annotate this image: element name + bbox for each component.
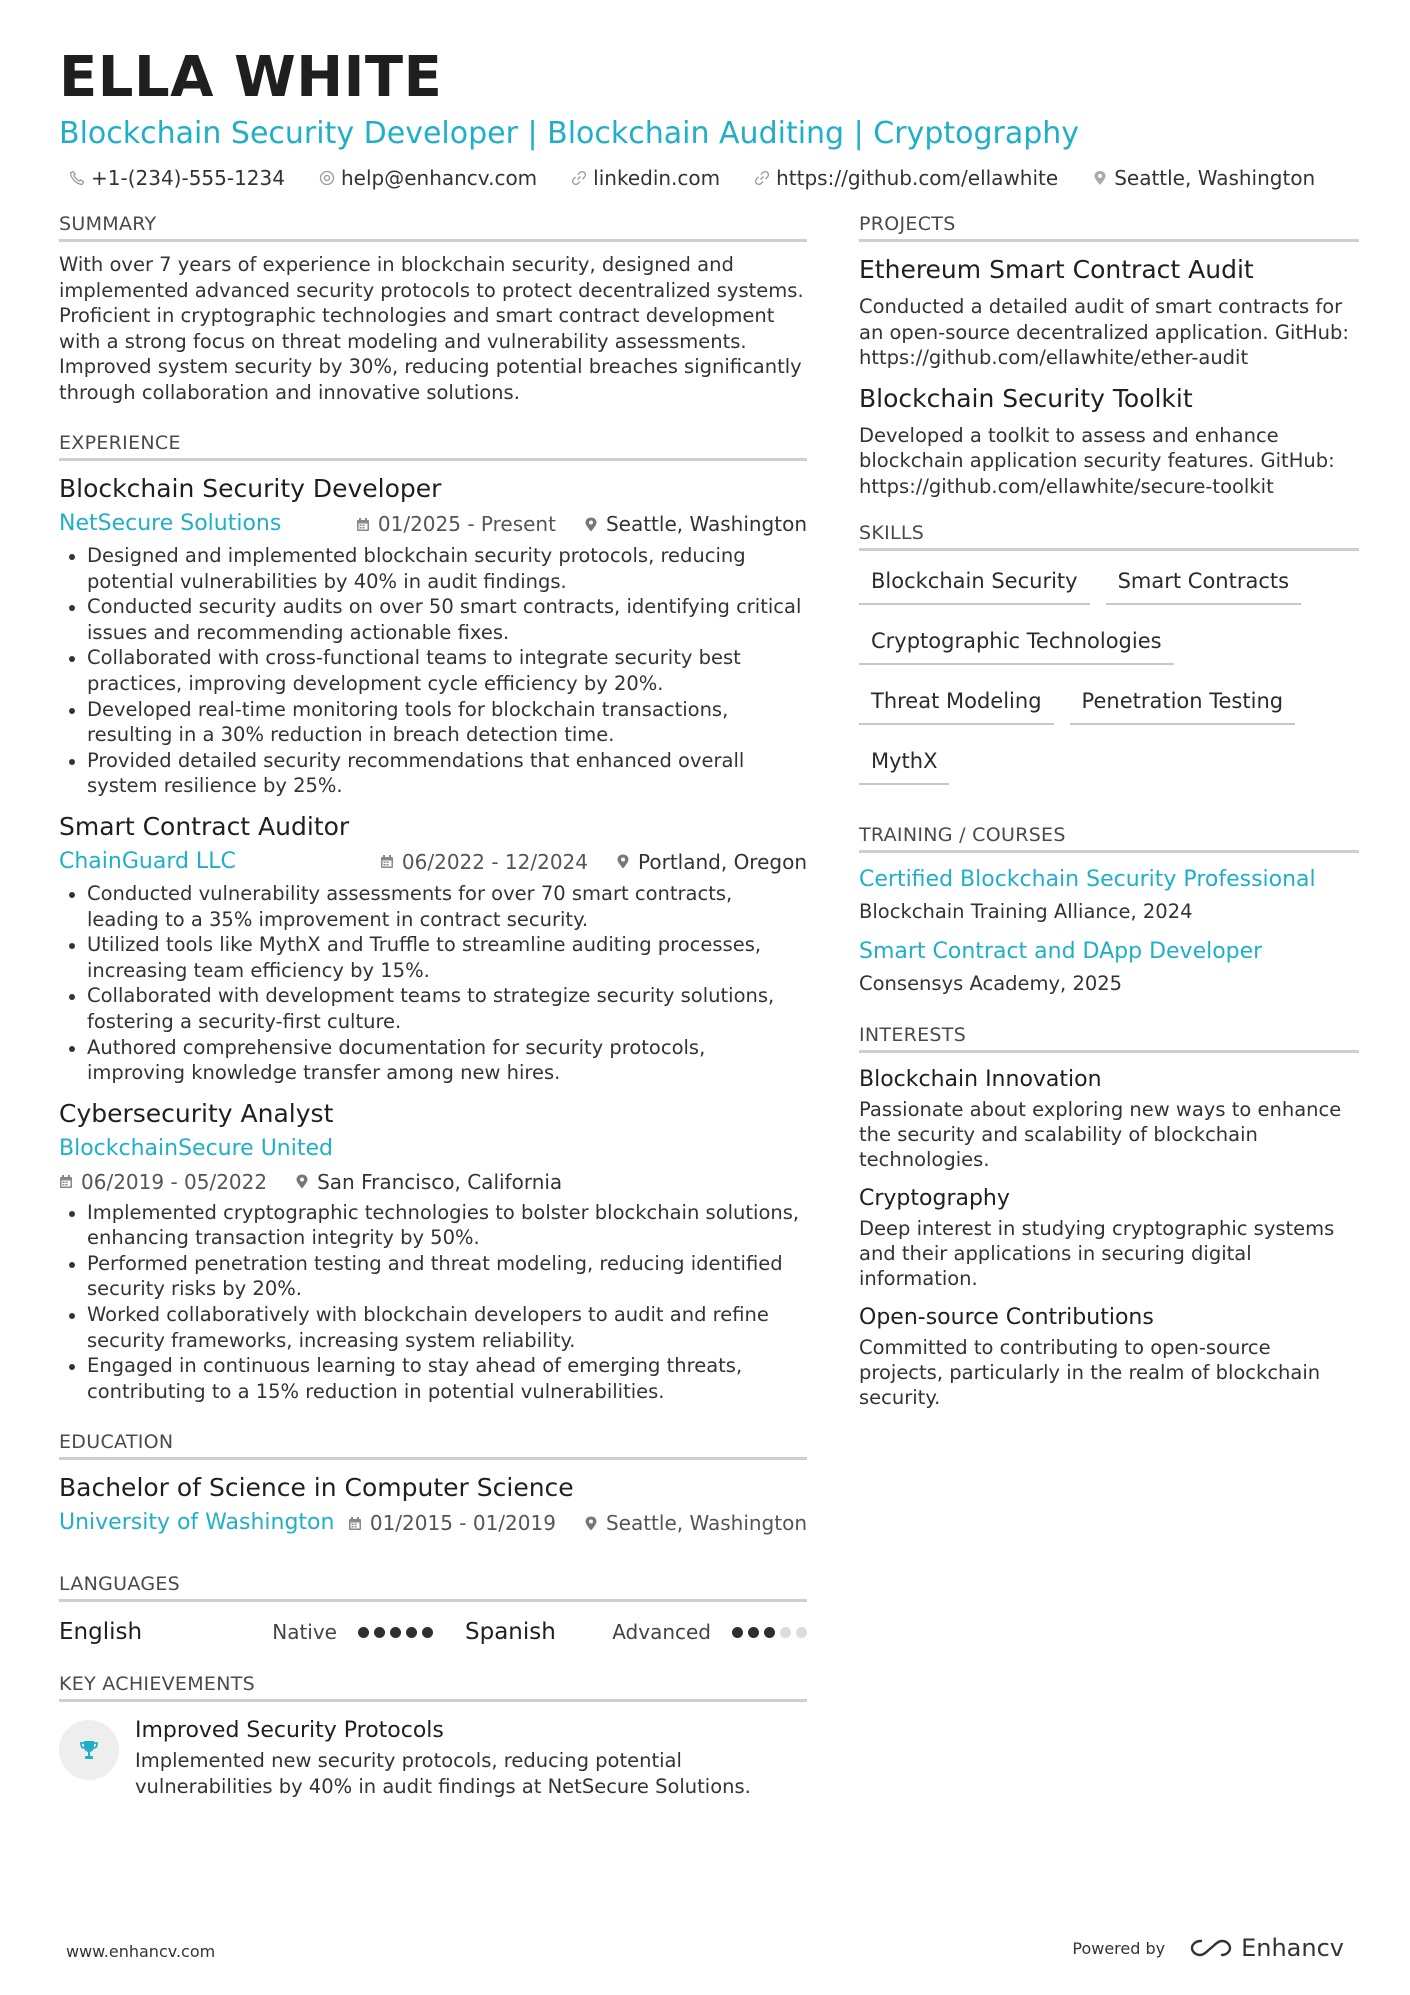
contact-row [59, 166, 1351, 190]
email-text: help@enhancv.com [340, 166, 538, 190]
enhancv-logo[interactable] [1189, 1934, 1344, 1962]
skill-tag: Penetration Testing [1070, 681, 1296, 725]
link-icon [754, 170, 770, 186]
bullet-item: Collaborated with development teams to strategize security solutions, fostering a security-first culture. [59, 983, 807, 1034]
rating-dot-filled [748, 1627, 759, 1638]
job-dates: 06/2022 - 12/2024 [401, 849, 589, 874]
trophy-icon [59, 1720, 119, 1780]
summary-text: With over 7 years of experience in blockchain security, designed and implemented advanced security protocols to protect decentralized systems. Proficient in cryptographic technologies and smart contract development with a strong focus on threat modeling and vulnerability assessments. Improved system security by 30%, reducing potential breaches significantly through collaboration and innovative solutions. [59, 253, 804, 404]
rating-dot-filled [732, 1627, 743, 1638]
skill-tag: Threat Modeling [859, 681, 1054, 725]
education-school: University of Washington [59, 1510, 335, 1536]
footer-website[interactable]: www.enhancv.com [66, 1942, 216, 1961]
education-location: Seattle, Washington [605, 1511, 807, 1536]
bullet-item: Provided detailed security recommendations that enhanced overall system resilience by 25%. [59, 748, 807, 799]
right-column [859, 212, 1359, 1424]
education-meta-right [348, 1508, 807, 1538]
job-meta [59, 509, 807, 539]
job-role: Cybersecurity Analyst [59, 1098, 334, 1128]
achievement-item [59, 1716, 807, 1799]
rating-dot-filled [358, 1627, 369, 1638]
interest-desc: Committed to contributing to open-source projects, particularly in the realm of blockchain security. [859, 1336, 1321, 1409]
language-level: Native [272, 1620, 337, 1645]
job-role: Smart Contract Auditor [59, 811, 350, 841]
job-entry [59, 1098, 807, 1405]
calendar-icon [59, 1174, 73, 1189]
footer-branding [1072, 1934, 1344, 1962]
brand-name: Enhancv [1241, 1934, 1344, 1962]
interest-title: Cryptography [859, 1186, 1010, 1211]
skill-tag: Cryptographic Technologies [859, 621, 1174, 665]
bullet-item: Collaborated with cross-functional teams to integrate security best practices, improving development cycle efficiency by 20%. [59, 645, 807, 696]
contact-github[interactable] [754, 166, 1058, 190]
phone-text: +1-(234)-555-1234 [91, 166, 285, 190]
bullet-item: Conducted vulnerability assessments for over 70 smart contracts, leading to a 35% improvement in contract security. [59, 881, 807, 932]
skills-section [859, 521, 1359, 801]
job-role: Blockchain Security Developer [59, 474, 442, 503]
section-title: EDUCATION [59, 1430, 807, 1460]
calendar-icon [348, 1516, 362, 1531]
job-bullets [59, 543, 807, 799]
job-dates: 06/2019 - 05/2022 [81, 1169, 268, 1194]
job-entry [59, 811, 807, 1086]
project-title: Ethereum Smart Contract Audit [859, 255, 1254, 284]
projects-section [859, 212, 1359, 499]
location-pin-icon [584, 1516, 598, 1531]
contact-phone[interactable] [69, 166, 285, 190]
job-location-wrap [584, 509, 807, 539]
contact-location [1092, 166, 1315, 190]
bullet-item: Performed penetration testing and threat modeling, reducing identified security risks by 20%. [59, 1251, 807, 1302]
summary-section [59, 212, 807, 405]
interest-desc: Passionate about exploring new ways to enhance the security and scalability of blockchain technologies. [859, 1098, 1342, 1171]
skill-tag: Smart Contracts [1106, 561, 1301, 605]
bullet-item: Utilized tools like MythX and Truffle to streamline auditing processes, increasing team efficiency by 15%. [59, 932, 807, 983]
section-title: KEY ACHIEVEMENTS [59, 1672, 807, 1702]
link-icon [571, 170, 587, 186]
course-title: Certified Blockchain Security Professional [859, 867, 1316, 892]
location-text: Seattle, Washington [1114, 166, 1316, 190]
languages-section [59, 1572, 807, 1648]
section-title: PROJECTS [859, 212, 1359, 242]
location-pin-icon [295, 1174, 309, 1189]
education-location-wrap [584, 1508, 807, 1538]
achievement-body [135, 1716, 807, 1799]
language-name: English [59, 1619, 143, 1646]
achievements-section [59, 1672, 807, 1799]
section-title: EXPERIENCE [59, 431, 807, 461]
job-meta-right [356, 509, 807, 539]
bullet-item: Authored comprehensive documentation for security protocols, improving knowledge transfer among new hires. [59, 1035, 807, 1086]
contact-linkedin[interactable] [571, 166, 720, 190]
rating-dot-empty [780, 1627, 791, 1638]
rating-dot-filled [422, 1627, 433, 1638]
job-dates: 01/2025 - Present [377, 512, 556, 536]
job-company: NetSecure Solutions [59, 511, 282, 536]
course-title: Smart Contract and DApp Developer [859, 939, 1263, 964]
course-provider: Blockchain Training Alliance, 2024 [859, 900, 1193, 923]
section-title: INTERESTS [859, 1023, 1359, 1053]
language-item [433, 1619, 807, 1645]
bullet-item: Designed and implemented blockchain security protocols, reducing potential vulnerabilities by 40% in audit findings. [59, 543, 807, 594]
course-provider: Consensys Academy, 2025 [859, 972, 1123, 995]
rating-dot-filled [764, 1627, 775, 1638]
rating-dot-filled [406, 1627, 417, 1638]
education-meta [59, 1508, 807, 1538]
github-text: https://github.com/ellawhite [776, 166, 1059, 190]
job-entry [59, 473, 807, 799]
location-pin-icon [1092, 170, 1108, 186]
two-column-body [59, 212, 1359, 1912]
interest-title: Open-source Contributions [859, 1305, 1154, 1330]
powered-by-text: Powered by [1072, 1938, 1166, 1958]
interest-title: Blockchain Innovation [859, 1067, 1102, 1092]
language-name: Spanish [465, 1619, 556, 1646]
section-title: SUMMARY [59, 212, 807, 242]
job-location: Seattle, Washington [605, 512, 807, 536]
section-title: SKILLS [859, 521, 1359, 551]
experience-section [59, 431, 807, 1404]
job-meta-right [380, 847, 807, 877]
rating-dot-filled [374, 1627, 385, 1638]
job-meta [59, 1168, 807, 1196]
job-location-wrap [295, 1168, 562, 1196]
education-degree: Bachelor of Science in Computer Science [59, 1473, 574, 1503]
left-column [59, 212, 807, 1813]
rating-dot-empty [796, 1627, 807, 1638]
training-section [859, 823, 1359, 997]
headline: Blockchain Security Developer | Blockchain Auditing | Cryptography [59, 116, 1080, 151]
education-section [59, 1430, 807, 1538]
job-company: BlockchainSecure United [59, 1135, 333, 1161]
job-meta [59, 847, 807, 877]
bullet-item: Developed real-time monitoring tools for blockchain transactions, resulting in a 30% reduction in breach detection time. [59, 697, 807, 748]
bullet-item: Implemented cryptographic technologies to bolster blockchain solutions, enhancing transaction integrity by 50%. [59, 1200, 807, 1251]
project-desc: Developed a toolkit to assess and enhance blockchain application security features. GitHub: https://github.com/ellawhite/secure-toolkit [859, 423, 1335, 498]
job-bullets [59, 1200, 807, 1405]
job-location: Portland, Oregon [638, 849, 807, 874]
education-dates: 01/2015 - 01/2019 [369, 1511, 556, 1536]
bullet-item: Conducted security audits on over 50 smart contracts, identifying critical issues and recommending actionable fixes. [59, 594, 807, 645]
job-location: San Francisco, California [317, 1169, 563, 1194]
section-title: TRAINING / COURSES [859, 823, 1359, 853]
calendar-icon [356, 517, 370, 532]
rating-dot-filled [390, 1627, 401, 1638]
candidate-name: ELLA WHITE [59, 45, 443, 110]
interest-desc: Deep interest in studying cryptographic systems and their applications in securing digital information. [859, 1217, 1335, 1290]
language-rating [353, 1627, 433, 1638]
achievement-desc: Implemented new security protocols, reducing potential vulnerabilities by 40% in audit findings at NetSecure Solutions. [135, 1749, 751, 1798]
bullet-item: Worked collaboratively with blockchain developers to audit and refine security frameworks, increasing system reliability. [59, 1302, 807, 1353]
job-company: ChainGuard LLC [59, 848, 236, 874]
languages-row [59, 1616, 807, 1648]
bullet-item: Engaged in continuous learning to stay ahead of emerging threats, contributing to a 15% reduction in potential vulnerabilities. [59, 1353, 807, 1404]
language-rating [727, 1627, 807, 1638]
contact-email[interactable] [319, 166, 537, 190]
achievement-title: Improved Security Protocols [135, 1718, 444, 1744]
project-title: Blockchain Security Toolkit [859, 383, 1193, 413]
skill-tag: MythX [859, 741, 949, 785]
project-desc: Conducted a detailed audit of smart contracts for an open-source decentralized application. GitHub: https://github.com/ellawhite/ether-audit [859, 295, 1349, 369]
skills-list [859, 561, 1359, 801]
location-pin-icon [616, 854, 630, 869]
job-bullets [59, 881, 807, 1086]
enhancv-logo-icon [1189, 1937, 1233, 1959]
language-item [59, 1619, 433, 1645]
interests-section [859, 1023, 1359, 1410]
job-location-wrap [616, 847, 807, 877]
linkedin-text: linkedin.com [593, 166, 721, 190]
calendar-icon [380, 854, 394, 869]
section-title: LANGUAGES [59, 1572, 807, 1602]
phone-icon [69, 170, 85, 186]
at-icon [319, 170, 335, 186]
location-pin-icon [584, 517, 598, 532]
skill-tag: Blockchain Security [859, 561, 1090, 605]
language-level: Advanced [612, 1620, 711, 1645]
